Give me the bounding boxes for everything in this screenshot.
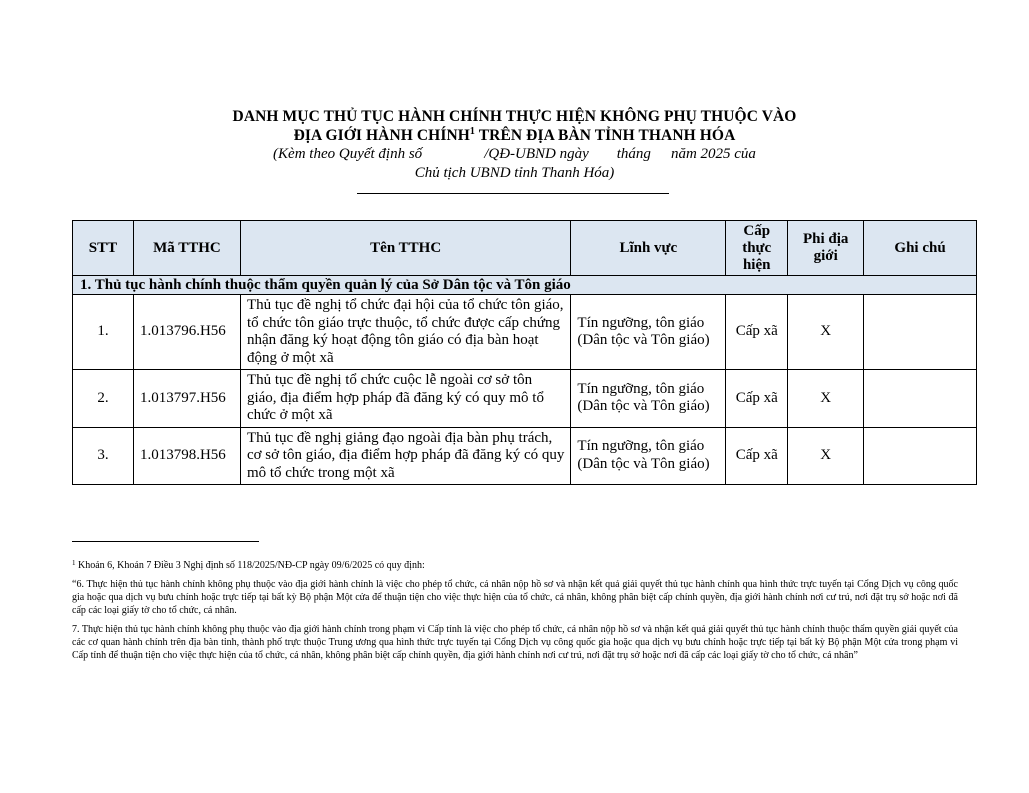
title-line-2 [0, 126, 1029, 145]
title-divider [357, 193, 669, 194]
footnotes [72, 559, 958, 668]
cell-field: Tín ngưỡng, tôn giáo (Dân tộc và Tôn giáo) [571, 370, 726, 428]
cell-name: Thủ tục đề nghị tổ chức cuộc lễ ngoài cơ sở tôn giáo, địa điểm hợp pháp đã đăng ký có quy mô tổ chức ở một xã [240, 370, 570, 428]
footnote-intro-text: Khoản 6, Khoản 7 Điều 3 Nghị định số 118/2025/NĐ-CP ngày 09/6/2025 có quy định: [75, 560, 425, 571]
cell-stt: 3. [73, 427, 134, 485]
subtitle-line-2: Chủ tịch UBND tỉnh Thanh Hóa) [414, 165, 615, 181]
cell-stt: 1. [73, 295, 134, 370]
table-row [73, 295, 977, 370]
title-line-2-part-a: ĐỊA GIỚI HÀNH CHÍNH [293, 127, 470, 144]
title-line-1: DANH MỤC THỦ TỤC HÀNH CHÍNH THỰC HIỆN KHÔNG PHỤ THUỘC VÀO [232, 108, 797, 125]
section-row [73, 276, 977, 295]
subtitle-line-1 [0, 145, 1029, 164]
cell-fee: X [788, 427, 864, 485]
footnote-intro [72, 559, 958, 572]
header-code: Mã TTHC [133, 221, 240, 276]
cell-note [864, 295, 977, 370]
cell-field: Tín ngưỡng, tôn giáo (Dân tộc và Tôn giáo) [571, 427, 726, 485]
cell-fee: X [788, 370, 864, 428]
footnote-paragraph-6: “6. Thực hiện thủ tục hành chính không phụ thuộc vào địa giới hành chính là việc cho phép tổ chức, cá nhân nộp hồ sơ và nhận kết quả giải quyết thủ tục hành chính qua hình thức trực tuyến tại Cổng Dịch vụ công quốc gia hoặc qua dịch vụ bưu chính hoặc trực tiếp tại bất kỳ Bộ phận Một cửa để thuận tiện cho việc thực hiện của tổ chức, cá nhân, không phân biệt cấp chính quyền, địa giới hành chính nơi cư trú, nơi đặt trụ sở hoặc nơi đã cấp các loại giấy tờ cho tổ chức, cá nhân. [72, 579, 958, 616]
footnote-paragraph-7: 7. Thực hiện thủ tục hành chính không phụ thuộc vào địa giới hành chính trong phạm vi Cấp tỉnh là việc cho phép tổ chức, cá nhân nộp hồ sơ và nhận kết quả giải quyết thủ tục hành chính thuộc thẩm quyền giải quyết của các cơ quan hành chính trên địa bàn tỉnh, thành phố trực thuộc Trung ương qua hình thức trực tuyến tại Cổng Dịch vụ công quốc gia hoặc qua dịch vụ bưu chính hoặc trực tiếp tại bất kỳ Bộ phận Một cửa trong phạm vi Cấp tỉnh để thuận tiện cho việc thực hiện của tổ chức, cá nhân, không phân biệt cấp chính quyền, địa giới hành chính nơi cư trú, nơi đặt trụ sở hoặc nơi đã cấp các loại giấy tờ cho tổ chức, cá nhân” [72, 624, 958, 661]
cell-stt: 2. [73, 370, 134, 428]
cell-note [864, 370, 977, 428]
cell-level: Cấp xã [726, 370, 788, 428]
header-name: Tên TTHC [240, 221, 570, 276]
subtitle-part-d: năm 2025 của [670, 146, 756, 162]
cell-fee: X [788, 295, 864, 370]
subtitle-part-c: tháng [616, 146, 651, 162]
cell-name: Thủ tục đề nghị tổ chức đại hội của tổ chức tôn giáo, tổ chức tôn giáo trực thuộc, tổ chức được cấp chứng nhận đăng ký hoạt động tôn giáo có địa bàn hoạt động ở một xã [240, 295, 570, 370]
cell-code: 1.013797.H56 [133, 370, 240, 428]
footnote-reference[interactable]: 1 [469, 126, 476, 137]
cell-code: 1.013798.H56 [133, 427, 240, 485]
cell-field: Tín ngưỡng, tôn giáo (Dân tộc và Tôn giáo) [571, 295, 726, 370]
procedure-table [72, 220, 977, 485]
cell-code: 1.013796.H56 [133, 295, 240, 370]
cell-name: Thủ tục đề nghị giảng đạo ngoài địa bàn phụ trách, cơ sở tôn giáo, địa điểm hợp pháp đã đăng ký có quy mô tổ chức trong một xã [240, 427, 570, 485]
footnote-divider [72, 541, 259, 542]
section-title: 1. Thủ tục hành chính thuộc thẩm quyền quản lý của Sở Dân tộc và Tôn giáo [73, 276, 977, 295]
title-line-2-part-b: TRÊN ĐỊA BÀN TỈNH THANH HÓA [475, 127, 736, 144]
footnote-marker: 1 [72, 559, 76, 567]
header-note: Ghi chú [864, 221, 977, 276]
document-header [0, 107, 1029, 183]
table-row [73, 427, 977, 485]
subtitle-part-a: (Kèm theo Quyết định số [273, 146, 423, 162]
table-header-row [73, 221, 977, 276]
header-level: Cấp thực hiện [726, 221, 788, 276]
table-row [73, 370, 977, 428]
header-fee: Phi địa giới [788, 221, 864, 276]
subtitle-part-b: /QĐ-UBND ngày [484, 146, 589, 162]
cell-level: Cấp xã [726, 295, 788, 370]
header-stt: STT [73, 221, 134, 276]
header-field: Lĩnh vực [571, 221, 726, 276]
cell-level: Cấp xã [726, 427, 788, 485]
cell-note [864, 427, 977, 485]
